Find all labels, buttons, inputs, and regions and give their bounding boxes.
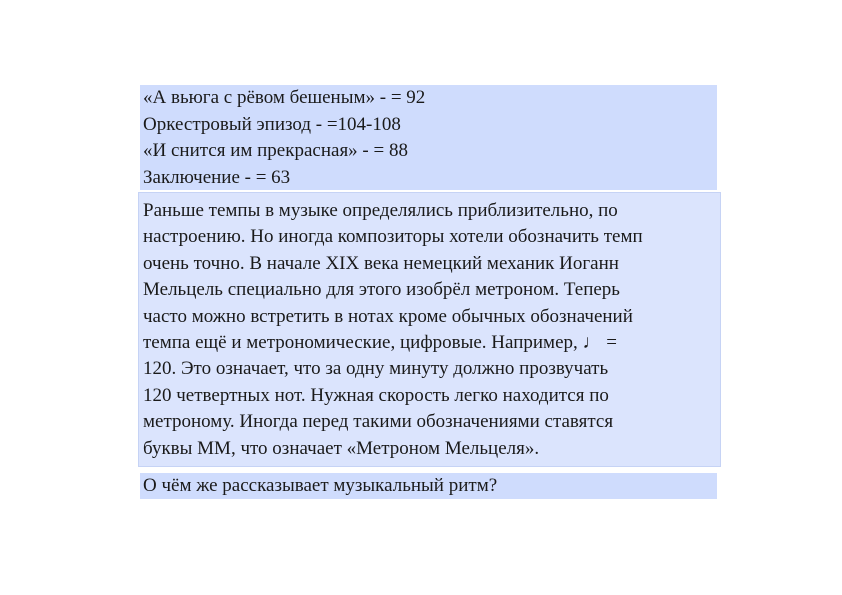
paragraph-line: метроному. Иногда перед такими обозначениями ставятся	[143, 411, 614, 433]
paragraph-line: буквы ММ, что означает «Метроном Мельцеля».	[143, 437, 540, 459]
tempo-line-2: Оркестровый эпизод - =104-108	[143, 113, 401, 135]
tempo-list	[140, 85, 717, 190]
paragraph-line: настроению. Но иногда композиторы хотели обозначить темп	[143, 226, 643, 248]
paragraph-line: часто можно встретить в нотах кроме обычных обозначений	[143, 305, 633, 327]
metronome-paragraph	[138, 192, 721, 467]
paragraph-line: очень точно. В начале XIX века немецкий механик Иоганн	[143, 252, 619, 274]
tempo-line-1: «А вьюга с рёвом бешеным» - = 92	[143, 87, 426, 108]
paragraph-line: Мельцель специально для этого изобрёл метроном. Теперь	[143, 279, 620, 301]
paragraph-line: 120. Это означает, что за одну минуту должно прозвучать	[143, 358, 609, 380]
paragraph-line: Раньше темпы в музыке определялись приблизительно, по	[143, 200, 618, 221]
question-text: О чём же рассказывает музыкальный ритм?	[140, 473, 717, 499]
paragraph-line: темпа ещё и метрономические, цифровые. Например, ♩ =	[143, 331, 617, 353]
tempo-line-3: «И снится им прекрасная» - = 88	[143, 140, 408, 161]
paragraph-line: 120 четвертных нот. Нужная скорость легко находится по	[143, 384, 609, 406]
tempo-line-4: Заключение - = 63	[143, 166, 291, 188]
